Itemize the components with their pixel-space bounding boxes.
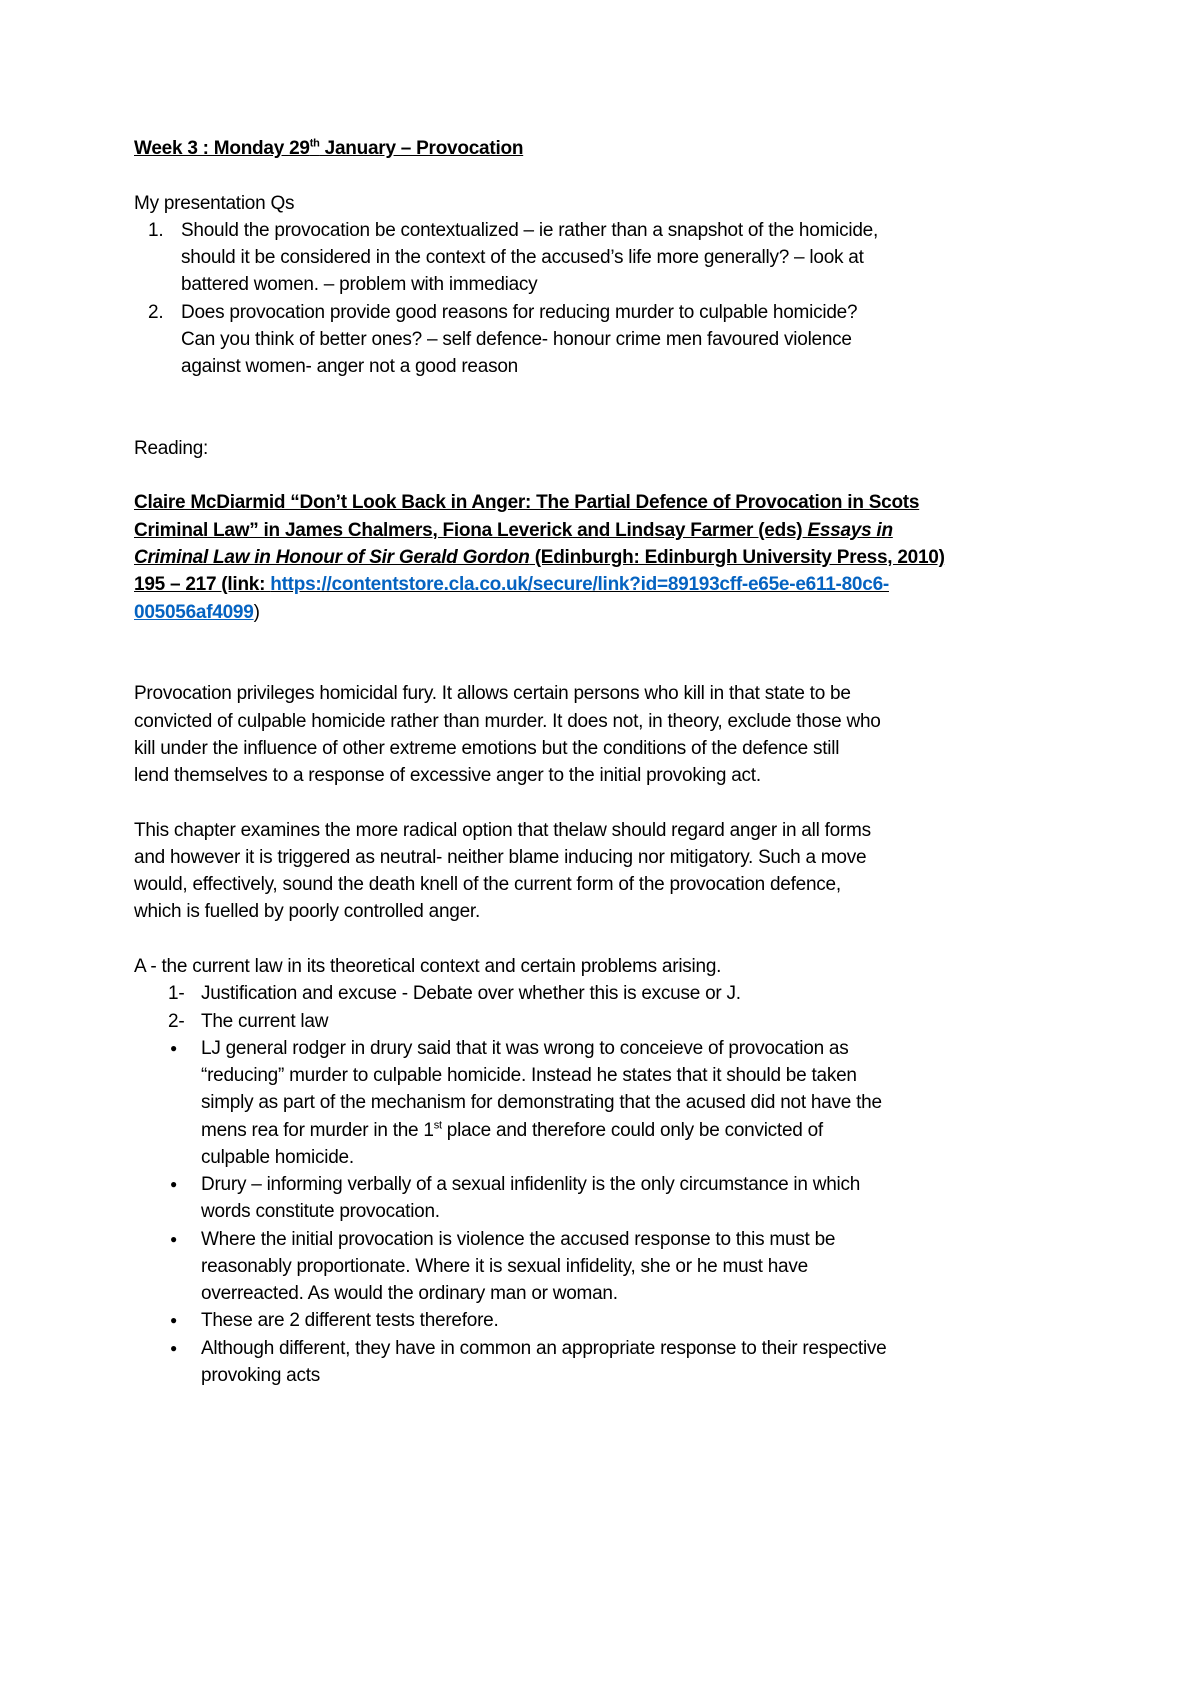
bullet-item-line	[0, 1171, 1200, 1198]
paragraph-line	[0, 817, 1200, 844]
bullet-icon: ●	[170, 1040, 177, 1055]
page-title	[0, 135, 1200, 162]
bullet-item-line	[0, 1307, 1200, 1334]
bullet-item-line	[0, 1117, 1200, 1144]
paragraph-line	[0, 735, 1200, 762]
bullet-item-line	[0, 1253, 1200, 1280]
paragraph-line	[0, 708, 1200, 735]
paragraph-text: convicted of culpable homicide rather than murder. It does not, in theory, exclude those who	[134, 710, 881, 732]
bullet-icon: ●	[170, 1231, 177, 1246]
bullet-text: simply as part of the mechanism for demonstrating that the acused did not have the	[201, 1092, 882, 1114]
paragraph-text: lend themselves to a response of excessive anger to the initial provoking act.	[134, 765, 761, 787]
presentation-heading	[0, 190, 1200, 217]
document-page	[0, 135, 1200, 1389]
blank-line	[0, 380, 1200, 407]
paragraph-line	[0, 871, 1200, 898]
numbered-item	[0, 1008, 1200, 1035]
citation-link[interactable]: https://contentstore.cla.co.uk/secure/link?id=89193cff-e65e-e611-80c6-	[270, 574, 889, 596]
paragraph-line	[0, 680, 1200, 707]
numbered-item-line	[0, 299, 1200, 326]
citation-line	[0, 517, 1200, 544]
numbered-item-line	[0, 271, 1200, 298]
bullet-text: Drury – informing verbally of a sexual infidenlity is the only circumstance in which	[201, 1174, 861, 1196]
blank-line	[0, 462, 1200, 489]
citation-book-title: Essays in	[807, 519, 893, 541]
list-number: 2.	[148, 301, 164, 323]
numbered-item-line	[0, 244, 1200, 271]
citation-text: (Edinburgh: Edinburgh University Press, 2010)	[529, 546, 945, 568]
section-heading	[0, 953, 1200, 980]
bullet-item-line	[0, 1144, 1200, 1171]
heading-text: A - the current law in its theoretical context and certain problems arising.	[134, 955, 722, 977]
title-sup: th	[309, 137, 320, 150]
numbered-item-line	[0, 326, 1200, 353]
blank-line	[0, 926, 1200, 953]
blank-line	[0, 162, 1200, 189]
bullet-text: provoking acts	[201, 1364, 321, 1386]
bullet-text: mens rea for murder in the 1	[201, 1119, 434, 1141]
bullet-icon: ●	[170, 1177, 177, 1192]
paragraph-text: This chapter examines the more radical option that thelaw should regard anger in all forms	[134, 819, 871, 841]
bullet-item-line	[0, 1280, 1200, 1307]
citation-book-title: Criminal Law in Honour of Sir Gerald Gordon	[134, 546, 530, 568]
bullet-item-line	[0, 1035, 1200, 1062]
citation-text: 195 – 217 (link:	[134, 574, 271, 596]
bullet-text: culpable homicide.	[201, 1146, 354, 1168]
citation-line	[0, 489, 1200, 516]
bullet-text: Where the initial provocation is violence the accused response to this must be	[201, 1228, 836, 1250]
bullet-item-line	[0, 1062, 1200, 1089]
bullet-text: place and therefore could only be convicted of	[441, 1119, 823, 1141]
citation-line	[0, 571, 1200, 598]
citation-line	[0, 544, 1200, 571]
bullet-text: LJ general rodger in drury said that it was wrong to conceieve of provocation as	[201, 1037, 849, 1059]
heading-text: My presentation Qs	[134, 192, 295, 214]
paragraph-text: which is fuelled by poorly controlled anger.	[134, 901, 480, 923]
item-text: Justification and excuse - Debate over whether this is excuse or J.	[201, 983, 741, 1005]
item-text: should it be considered in the context of the accused’s life more generally? – look at	[181, 247, 864, 269]
paragraph-text: and however it is triggered as neutral- neither blame inducing nor mitigatory. Such a move	[134, 846, 867, 868]
citation-text: Criminal Law” in James Chalmers, Fiona Leverick and Lindsay Farmer (eds)	[134, 519, 808, 541]
bullet-text: reasonably proportionate. Where it is sexual infidelity, she or he must have	[201, 1255, 808, 1277]
item-text: Should the provocation be contextualized – ie rather than a snapshot of the homicide,	[181, 219, 879, 241]
numbered-item	[0, 980, 1200, 1007]
blank-line	[0, 653, 1200, 680]
bullet-text: These are 2 different tests therefore.	[201, 1310, 499, 1332]
title-text: Week 3 : Monday 29	[134, 138, 310, 159]
bullet-item-line	[0, 1089, 1200, 1116]
citation-line	[0, 599, 1200, 626]
item-text: Can you think of better ones? – self defence- honour crime men favoured violence	[181, 328, 852, 350]
list-number: 2-	[168, 1010, 185, 1032]
item-text: The current law	[201, 1010, 329, 1032]
numbered-item-line	[0, 217, 1200, 244]
bullet-item-line	[0, 1226, 1200, 1253]
paragraph-line	[0, 898, 1200, 925]
paragraph-line	[0, 762, 1200, 789]
ordinal-sup: st	[433, 1119, 442, 1132]
blank-line	[0, 408, 1200, 435]
item-text: Does provocation provide good reasons for reducing murder to culpable homicide?	[181, 301, 858, 323]
blank-line	[0, 789, 1200, 816]
citation-close: )	[253, 601, 260, 623]
bullet-icon: ●	[170, 1313, 177, 1328]
bullet-item-line	[0, 1335, 1200, 1362]
bullet-text: words constitute provocation.	[201, 1201, 440, 1223]
bullet-icon: ●	[170, 1340, 177, 1355]
list-number: 1-	[168, 983, 185, 1005]
reading-heading	[0, 435, 1200, 462]
numbered-item-line	[0, 353, 1200, 380]
bullet-item-line	[0, 1198, 1200, 1225]
paragraph-text: Provocation privileges homicidal fury. It allows certain persons who kill in that state to be	[134, 683, 851, 705]
item-text: against women- anger not a good reason	[181, 356, 518, 378]
citation-text: Claire McDiarmid “Don’t Look Back in Anger: The Partial Defence of Provocation in Scots	[134, 492, 920, 514]
bullet-text: “reducing” murder to culpable homicide. Instead he states that it should be taken	[201, 1065, 857, 1087]
bullet-text: overreacted. As would the ordinary man or woman.	[201, 1283, 618, 1305]
bullet-item-line	[0, 1362, 1200, 1389]
paragraph-text: would, effectively, sound the death knell of the current form of the provocation defence,	[134, 874, 841, 896]
citation-link[interactable]: 005056af4099	[134, 601, 254, 623]
title-text-rest: January – Provocation	[319, 138, 524, 159]
list-number: 1.	[148, 219, 164, 241]
bullet-text: Although different, they have in common an appropriate response to their respective	[201, 1337, 887, 1359]
heading-text: Reading:	[134, 437, 209, 459]
item-text: battered women. – problem with immediacy	[181, 274, 538, 296]
paragraph-line	[0, 844, 1200, 871]
paragraph-text: kill under the influence of other extreme emotions but the conditions of the defence still	[134, 737, 840, 759]
blank-line	[0, 626, 1200, 653]
